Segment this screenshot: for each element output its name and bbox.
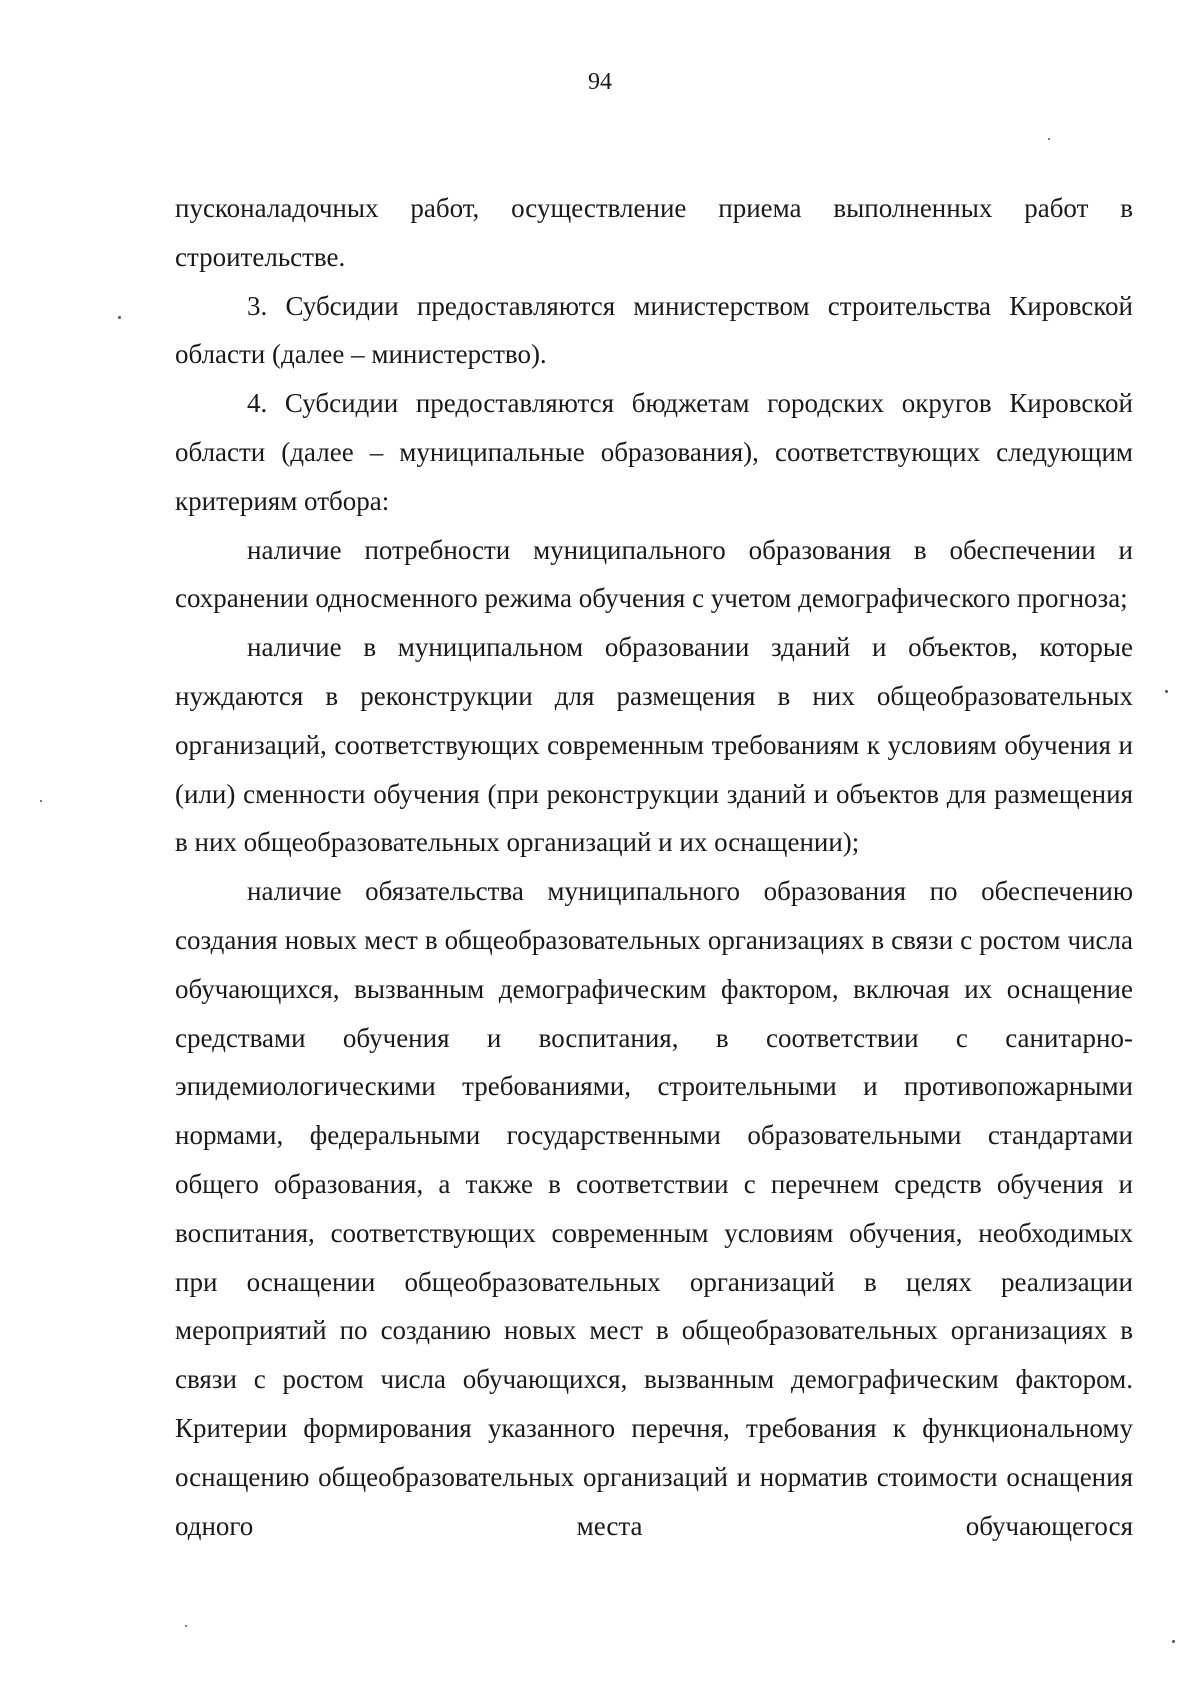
- criterion-demand: наличие потребности муниципального образования в обеспечении и сохранении односменного режима обучения с учетом демографического прогноза;: [175, 534, 1133, 614]
- document-body: [175, 184, 1133, 1550]
- scan-speck: [1165, 690, 1168, 693]
- scan-speck: [1172, 1640, 1175, 1643]
- scan-speck: [118, 316, 121, 319]
- scan-speck: [185, 1625, 187, 1627]
- scan-speck: [1048, 138, 1050, 140]
- scan-speck: [40, 800, 42, 802]
- paragraph-item-3: 3. Субсидии предоставляются министерством строительства Кировской области (далее – министерство).: [175, 290, 1133, 370]
- criterion-obligation: наличие обязательства муниципального образования по обеспечению создания новых мест в общеобразовательных организациях в связи с ростом числа обучающихся, вызванным демографическим фактором, включая их оснащение средствами обучения и воспитания, в соответствии с санитарно-эпидемиологическими требованиями, строительными и противопожарными нормами, федеральными государственными образовательными стандартами общего образования, а также в соответствии с перечнем средств обучения и воспитания, соответствующих современным условиям обучения, необходимых при оснащении общеобразовательных организаций в целях реализации мероприятий по созданию новых мест в общеобразовательных организациях в связи с ростом числа обучающихся, вызванным демографическим фактором. Критерии формирования указанного перечня, требования к функциональному оснащению общеобразовательных организаций и норматив стоимости оснащения одного места обучающегося: [175, 876, 1133, 1541]
- paragraph-continuation: пусконаладочных работ, осуществление приема выполненных работ в строительстве.: [175, 193, 1133, 272]
- paragraph-item-4: 4. Субсидии предоставляются бюджетам городских округов Кировской области (далее – муниципальные образования), соответствующих следующим критериям отбора:: [175, 388, 1133, 516]
- page-number: 94: [588, 69, 612, 95]
- criterion-buildings: наличие в муниципальном образовании зданий и объектов, которые нуждаются в реконструкции для размещения в них общеобразовательных организаций, соответствующих современным требованиям к условиям обучения и (или) сменности обучения (при реконструкции зданий и объектов для размещения в них общеобразовательных организаций и их оснащении);: [175, 632, 1133, 858]
